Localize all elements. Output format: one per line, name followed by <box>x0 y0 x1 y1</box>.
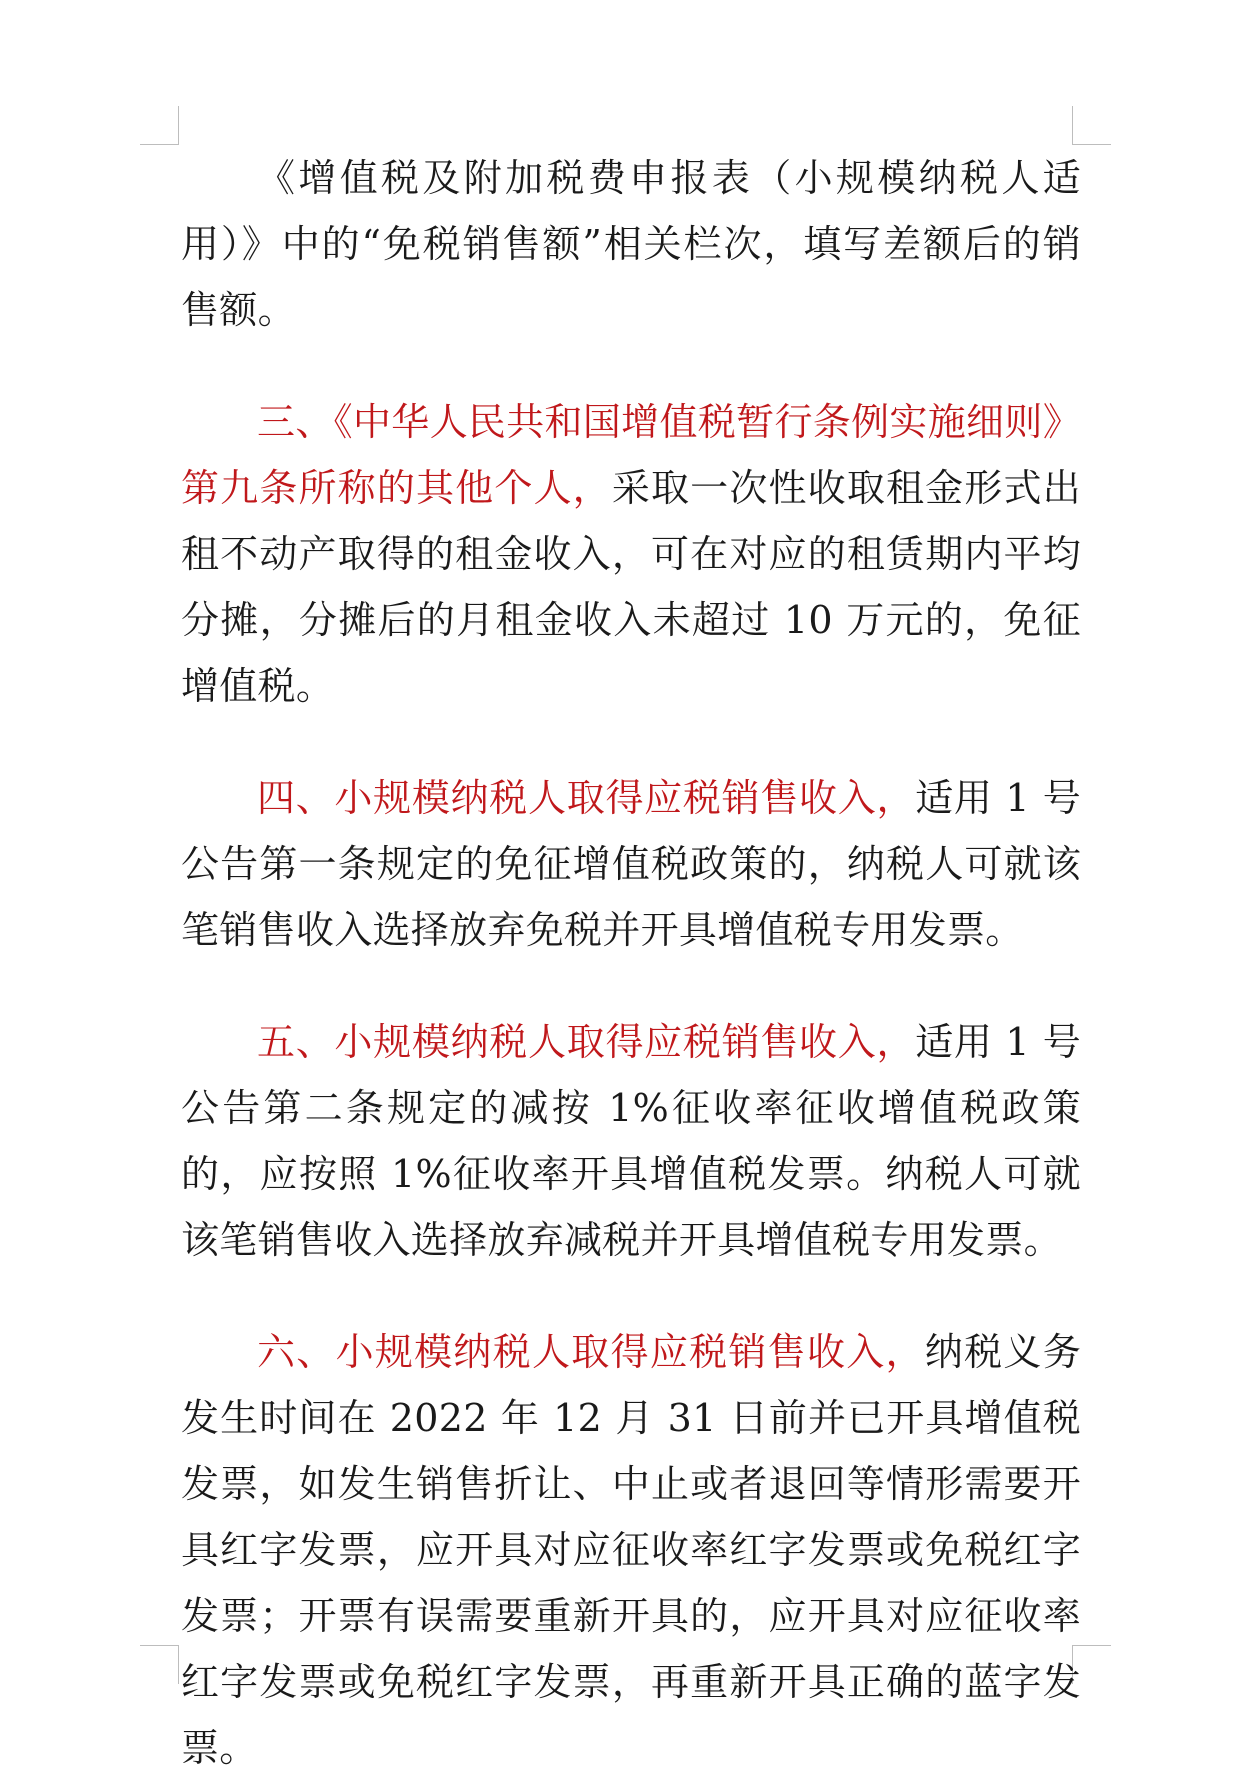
paragraph-body: 采取一次性收取租金形式出租不动产取得的租金收入，可在对应的租赁期内平均分摊，分摊后的月租金收入未超过 10 万元的，免征增值税。 <box>181 466 1081 708</box>
paragraph-heading: 四、小规模纳税人取得应税销售收入， <box>257 776 916 820</box>
paragraph-article-three <box>181 389 1081 719</box>
paragraph-body: 适用 1 号公告第一条规定的免征增值税政策的，纳税人可就该笔销售收入选择放弃免税并开具增值税专用发票。 <box>181 776 1081 952</box>
paragraph-body: 《增值税及附加税费申报表（小规模纳税人适用）》中的“免税销售额”相关栏次，填写差额后的销售额。 <box>181 156 1081 332</box>
paragraph-continuation <box>181 145 1081 343</box>
document-page <box>181 145 1081 1781</box>
paragraph-body: 适用 1 号公告第二条规定的减按 1%征收率征收增值税政策的，应按照 1%征收率开具增值税发票。纳税人可就该笔销售收入选择放弃减税并开具增值税专用发票。 <box>181 1020 1081 1262</box>
paragraph-heading: 三、《中华人民共和国增值税暂行条例实施细则》第九条所称的其他个人， <box>181 400 1081 510</box>
crop-mark-bottom-left <box>140 1645 179 1684</box>
paragraph-heading: 五、小规模纳税人取得应税销售收入， <box>257 1020 916 1064</box>
paragraph-body: 纳税义务发生时间在 2022 年 12 月 31 日前并已开具增值税发票，如发生销售折让、中止或者退回等情形需要开具红字发票，应开具对应征收率红字发票或免税红字发票；开票有误需要重新开具的，应开具对应征收率红字发票或免税红字发票，再重新开具正确的蓝字发票。 <box>181 1330 1081 1770</box>
paragraph-article-five <box>181 1009 1081 1273</box>
paragraph-heading: 六、小规模纳税人取得应税销售收入， <box>257 1330 925 1374</box>
crop-mark-top-left <box>140 106 179 145</box>
paragraph-article-four <box>181 765 1081 963</box>
crop-mark-top-right <box>1072 106 1111 145</box>
paragraph-article-six <box>181 1319 1081 1781</box>
